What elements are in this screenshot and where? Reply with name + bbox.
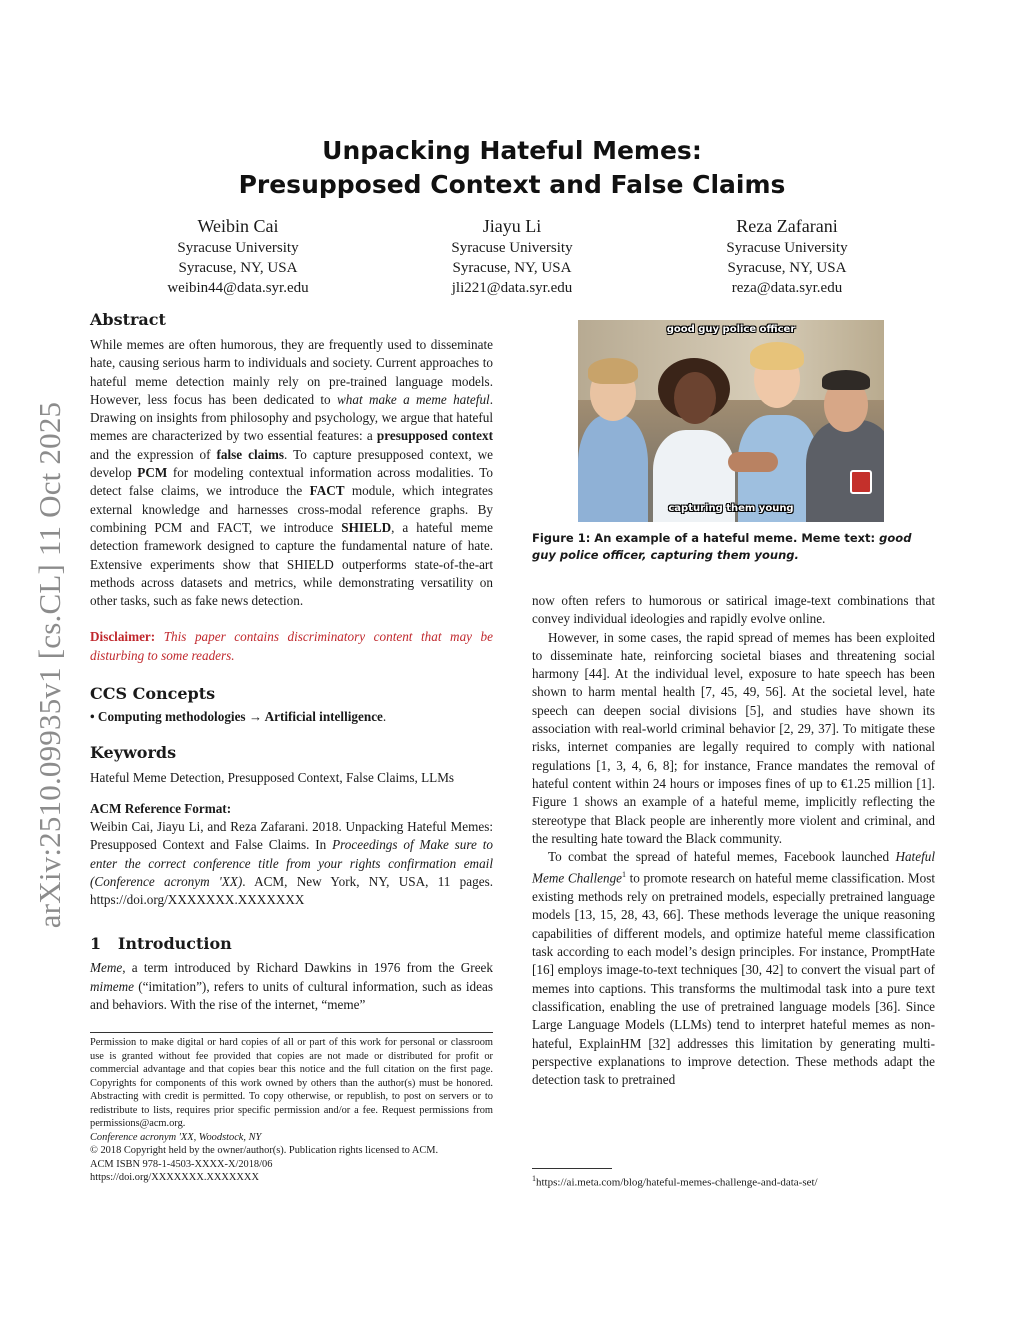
- ccs-item: • Computing methodologies → Artificial intelligence.: [90, 709, 387, 725]
- permission-block: [90, 1036, 493, 1185]
- meme-bottom-text: capturing them young: [668, 503, 794, 514]
- permission-text: Permission to make digital or hard copies of all or part of this work for personal or classroom use is granted without fee provided that copies are not made or distributed for profit or commercial advantage and that copies bear this notice and the full citation on the first page. Copyrights for components of this work owned by others than the author(s) must be honored. Abstracting with credit is permitted. To copy otherwise, or republish, to post on servers or to redistribute to lists, requires prior specific permission and/or a fee. Request permissions from permissions@acm.org.: [90, 1037, 493, 1129]
- intro-heading: 1 Introduction: [90, 934, 232, 954]
- intro-paragraph: Meme, a term introduced by Richard Dawkins in 1976 from the Greek mimeme (“imitation”), refers to units of cultural information, such as ideas and behaviors. With the rise of the internet, “meme”: [90, 960, 493, 1013]
- meme-person-officer-hair: [822, 370, 870, 390]
- disclaimer-text: Disclaimer: This paper contains discriminatory content that may be disturbing to some readers.: [90, 629, 493, 663]
- author-affiliation: Syracuse University: [451, 240, 573, 256]
- figure-1-caption: Figure 1: An example of a hateful meme. Meme text: good guy police officer, capturing them young.: [532, 531, 912, 562]
- keywords-text: Hateful Meme Detection, Presupposed Context, False Claims, LLMs: [90, 770, 455, 786]
- abstract-heading: Abstract: [90, 310, 166, 329]
- author-location: Syracuse, NY, USA: [178, 260, 298, 276]
- author-location: Syracuse, NY, USA: [452, 260, 572, 276]
- arxiv-id-text: arXiv:2510.09935v1 [cs.CL] 11 Oct 2025: [32, 401, 67, 929]
- author-block-3: [667, 214, 907, 298]
- author-email[interactable]: jli221@data.syr.edu: [451, 280, 573, 296]
- arxiv-identifier-stamp: [20, 375, 80, 955]
- left-column: [90, 309, 493, 1014]
- title-line-1: Unpacking Hateful Memes:: [322, 136, 702, 165]
- meme-person-blond-hair: [750, 342, 804, 370]
- right-paragraph-0: now often refers to humorous or satirical image-text combinations that convey individual ideologies and rapidly evolve online.: [532, 593, 935, 627]
- author-name: Reza Zafarani: [736, 216, 838, 236]
- author-block-1: [118, 214, 358, 298]
- meme-top-text: good guy police officer: [666, 324, 796, 335]
- footnote-divider: [532, 1168, 612, 1169]
- author-email[interactable]: weibin44@data.syr.edu: [167, 280, 309, 296]
- ccs-heading: CCS Concepts: [90, 684, 216, 704]
- acm-ref-heading: ACM Reference Format:: [90, 800, 232, 816]
- police-badge-icon: [850, 470, 872, 494]
- copyright-line: © 2018 Copyright held by the owner/author(s). Publication rights licensed to ACM.: [90, 1145, 439, 1156]
- isbn-line: ACM ISBN 978-1-4503-XXXX-X/2018/06: [90, 1158, 273, 1170]
- conference-line: Conference acronym 'XX, Woodstock, NY: [90, 1131, 262, 1143]
- acm-ref-text: Weibin Cai, Jiayu Li, and Reza Zafarani. 2018. Unpacking Hateful Memes: Presupposed Context and False Claims. In Proceedings of Make sure to enter the correct conference title from your rights confirmation email (Conference acronym 'XX). ACM, New York, NY, USA, 11 pages. https://doi.org/XXXXXXX.XXXXXXX: [90, 818, 493, 908]
- right-column: [532, 592, 935, 1089]
- paper-title: [0, 134, 1024, 202]
- author-location: Syracuse, NY, USA: [727, 260, 847, 276]
- right-paragraph-1: However, in some cases, the rapid spread of memes has been exploited to disseminate hate, reinforcing societal biases and threatening social harmony [44]. At the individual level, exposure to hate speech has been shown to harm mental health [7, 45, 49, 56]. At the societal level, hate speech can deepen social divisions [5], and studies have shown its association with real-world criminal behavior [2, 29, 37]. To mitigate these risks, internet companies are legally required to comply with national regulations [1, 3, 4, 6, 8]; for instance, France mandates the removal of hateful content within 24 hours or imposes fines of up to €1.25 million [1]. Figure 1 shows an example of a hateful meme, implicitly reflecting the stereotype that Black people are inherently more violent and criminal, and the resulting hate toward the Black community.: [532, 629, 935, 846]
- footnote-url[interactable]: https://ai.meta.com/blog/hateful-memes-challenge-and-data-set/: [536, 1176, 818, 1189]
- meme-person-left-hair: [588, 358, 638, 384]
- author-name: Weibin Cai: [197, 216, 279, 236]
- figure-1-meme-image: [578, 320, 884, 522]
- permission-divider: [90, 1032, 493, 1033]
- meme-person-girl-head: [674, 372, 716, 424]
- author-block-2: [392, 214, 632, 298]
- author-name: Jiayu Li: [482, 216, 542, 236]
- author-affiliation: Syracuse University: [726, 240, 848, 256]
- author-affiliation: Syracuse University: [177, 240, 299, 256]
- right-paragraph-2: To combat the spread of hateful memes, Facebook launched Hateful Meme Challenge$^1$ to promote research on hateful meme classification. Most existing methods rely on pretrained models, especially pretrained language models [13, 15, 28, 43, 66]. These methods leverage the unique reasoning capabilities of different models, and optimize hateful meme classification task according to each model’s design principles. For instance, PromptHate [16] employs image-to-text techniques [30, 42] to convert the visual part of memes into captions. This transforms the multimodal task into a pure text classification, enabling the use of pretrained language models [36]. Since Large Language Models (LLMs) tend to interpret hateful memes as non-hateful, ExplainHM [32] addresses this limitation by generating multi-perspective explanations to improve detection. These methods adapt the detection task to pretrained: [532, 849, 936, 1088]
- keywords-heading: Keywords: [90, 743, 177, 763]
- footnote-1: $^1$https://ai.meta.com/blog/hateful-memes-challenge-and-data-set/: [532, 1174, 818, 1189]
- title-line-2: Presupposed Context and False Claims: [238, 170, 786, 199]
- author-email[interactable]: reza@data.syr.edu: [731, 280, 843, 296]
- abstract-text: While memes are often humorous, they are frequently used to disseminate hate, causing serious harm to individuals and society. Current approaches to hateful meme detection mainly rely on pre-trained language models. However, less focus has been dedicated to what make a meme hateful. Drawing on insights from philosophy and psychology, we argue that hateful memes are characterized by two essential features: a presupposed context and the expression of false claims. To capture presupposed context, we develop PCM for modeling contextual information across modalities. To detect false claims, we introduce the FACT module, which integrates external knowledge and harnesses cross-modal reference graphs. By combining PCM and FACT, we introduce SHIELD, a hateful meme detection framework designed to capture the fundamental nature of hate. Extensive experiments show that SHIELD outperforms state-of-the-art methods across datasets and metrics, while demonstrating versatility on other tasks, such as fake news detection.: [90, 337, 494, 609]
- doi-line[interactable]: https://doi.org/XXXXXXX.XXXXXXX: [90, 1172, 259, 1183]
- handshake-hands: [728, 452, 778, 472]
